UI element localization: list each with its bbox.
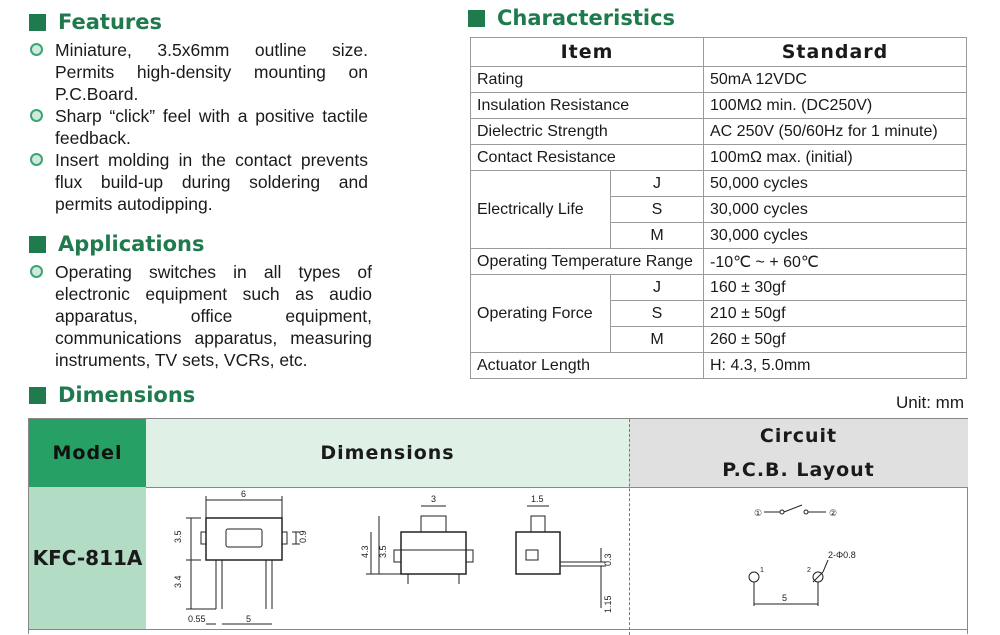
circle-bullet-icon <box>30 43 43 56</box>
divider <box>29 629 968 630</box>
square-bullet-icon <box>29 387 46 404</box>
dimensions-heading <box>29 383 195 407</box>
table-row: Insulation Resistance 100MΩ min. (DC250V) <box>471 93 967 119</box>
dimensions-table <box>28 418 968 634</box>
table-row: M 260 ± 50gf <box>471 327 967 353</box>
pcb-layout-header: P.C.B. Layout <box>629 453 968 487</box>
pin-1-label: ① <box>754 508 763 518</box>
applications-heading <box>29 232 204 256</box>
dim-label: 0.3 <box>603 553 613 566</box>
top-view-drawing <box>186 496 300 624</box>
circle-bullet-icon <box>30 153 43 166</box>
model-name: KFC-811A <box>29 487 146 629</box>
table-row: Operating Temperature Range -10℃ ~ + 60℃ <box>471 249 967 275</box>
dim-label: 6 <box>241 489 247 499</box>
table-row: M 30,000 cycles <box>471 223 967 249</box>
header-item: Item <box>471 38 704 67</box>
side-view-drawing <box>366 506 473 584</box>
table-header-row <box>471 38 967 67</box>
characteristics-table <box>470 37 967 379</box>
pin-2-label: ② <box>829 508 838 518</box>
circle-bullet-icon <box>30 265 43 278</box>
dimensions-title: Dimensions <box>58 383 196 407</box>
table-row: Rating 50mA 12VDC <box>471 67 967 93</box>
pad-1-label: 1 <box>760 567 764 574</box>
table-row: Operating Force J 160 ± 30gf <box>471 275 967 301</box>
square-bullet-icon <box>29 236 46 253</box>
dim-label: 5 <box>246 614 252 624</box>
table-row: S 30,000 cycles <box>471 197 967 223</box>
unit-label: Unit: mm <box>896 393 964 412</box>
circuit-header: Circuit <box>629 419 968 454</box>
table-row: Actuator Length H: 4.3, 5.0mm <box>471 353 967 379</box>
front-view-drawing <box>516 506 606 608</box>
list-item: Operating switches in all types of electronic equipment such as audio apparatus, office equipment, communications apparatus, measuring instruments, TV sets, VCRs, etc. <box>26 261 372 371</box>
dim-label: 3.5 <box>173 530 183 543</box>
circuit-symbol <box>764 505 826 514</box>
dim-label: 3.5 <box>378 545 388 558</box>
dim-label: 5 <box>782 593 788 603</box>
square-bullet-icon <box>468 10 485 27</box>
square-bullet-icon <box>29 14 46 31</box>
dimensions-header: Dimensions <box>146 419 629 487</box>
dim-label: 3.4 <box>173 575 183 588</box>
table-row: Electrically Life J 50,000 cycles <box>471 171 967 197</box>
hole-label: 2-Φ0.8 <box>828 550 856 560</box>
characteristics-title: Characteristics <box>497 6 676 30</box>
circuit-pcb-drawing <box>630 488 968 629</box>
dim-label: 3 <box>431 494 437 504</box>
dim-label: 1.15 <box>603 595 613 613</box>
applications-list <box>26 261 372 371</box>
applications-title: Applications <box>58 232 205 256</box>
dim-label: 4.3 <box>360 545 370 558</box>
dim-label: 0.9 <box>298 530 308 543</box>
features-list <box>26 39 368 215</box>
features-heading <box>29 10 162 34</box>
model-header: Model <box>29 419 146 487</box>
dimension-drawings <box>146 488 629 629</box>
dim-label: 0.55 <box>188 614 206 624</box>
dim-label: 1.5 <box>531 494 544 504</box>
table-row: Dielectric Strength AC 250V (50/60Hz for 1 minute) <box>471 119 967 145</box>
table-row: Contact Resistance 100mΩ max. (initial) <box>471 145 967 171</box>
pad-2-label: 2 <box>807 567 811 574</box>
table-row: S 210 ± 50gf <box>471 301 967 327</box>
list-item: Miniature, 3.5x6mm outline size. Permits high-density mounting on P.C.Board. <box>26 39 368 105</box>
circle-bullet-icon <box>30 109 43 122</box>
characteristics-heading <box>468 6 675 30</box>
list-item: Sharp “click” feel with a positive tactile feedback. <box>26 105 368 149</box>
list-item: Insert molding in the contact prevents flux build-up during soldering and permits autodipping. <box>26 149 368 215</box>
header-standard: Standard <box>704 38 967 67</box>
features-title: Features <box>58 10 162 34</box>
